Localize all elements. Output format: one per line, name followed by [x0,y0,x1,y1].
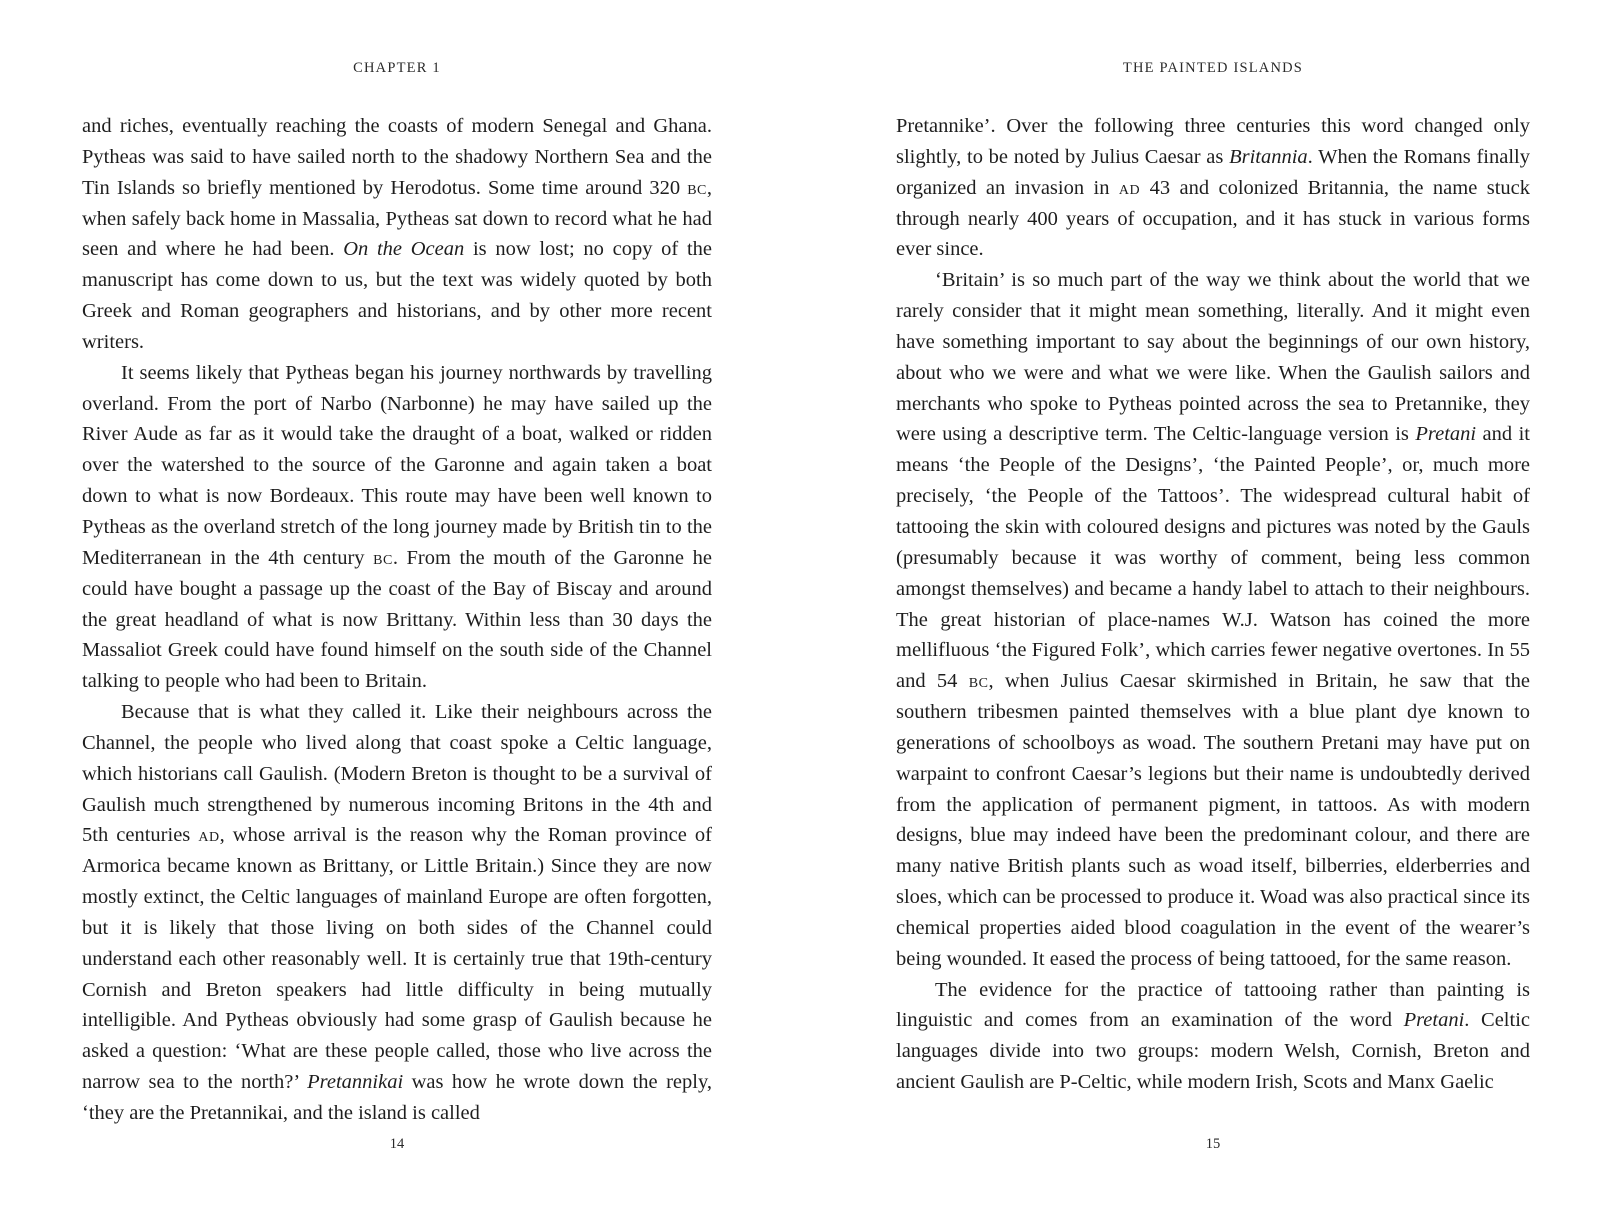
paragraph [82,111,712,358]
text-run: , when Julius Caesar skirmished in Britain, he saw that the southern tribesmen painted themselves with a blue plant dye known to generations of schoolboys as woad. The southern Pretani may have put on warpaint to confront Caesar’s legions but their name is undoubtedly derived from the application of permanent pigment, in tattoos. As with modern designs, blue may indeed have been the predominant colour, and there are many native British plants such as woad itself, bilberries, elderberries and sloes, which can be processed to produce it. Woad was also practical since its chemical properties aided blood coagulation in the event of the wearer’s being wounded. It eased the process of being tattooed, for the same reason. [896,670,1530,970]
paragraph [896,975,1530,1098]
text-run: It seems likely that Pytheas began his journey northwards by travelling overland. From the port of Narbo (Narbonne) he may have sailed up the River Aude as far as it would take the draught of a boat, walked or ridden over the watershed to the source of the Garonne and again taken a boat down to what is now Bordeaux. This route may have been well known to Pytheas as the overland stretch of the long journey made by British tin to the Mediterranean in the 4th century [82,361,712,569]
page-number-left: 14 [389,1136,405,1152]
book-title: On the Ocean [343,238,465,261]
paragraph [896,111,1530,265]
italic-term: Pretani [1415,423,1477,446]
text-run: Because that is what they called it. Like their neighbours across the Channel, the people who lived along that coast spoke a Celtic language, which historians call Gaulish. (Modern Breton is thought to be a survival of Gaulish much strengthened by numerous incoming Britons in the 4th and 5th centuries [82,701,712,847]
paragraph [82,358,712,697]
era-abbrev: ad [198,824,220,847]
paragraph [82,697,712,1129]
text-run: Pretannike’. Over the following three centuries this word changed only slightly, to be noted by Julius Caesar as [896,115,1530,168]
italic-term: Pretannikai [307,1071,404,1094]
running-head-right: THE PAINTED ISLANDS [1122,60,1304,76]
text-run: was how he wrote down the reply, ‘they are the Pretannikai, and the island is called [82,1071,712,1124]
era-abbrev: bc [687,176,707,199]
paragraph [896,265,1530,974]
era-abbrev: bc [373,546,393,569]
left-page [82,0,712,1228]
text-run: ‘Britain’ is so much part of the way we think about the world that we rarely consider that it might mean something, literally. And it might even have something important to say about the beginnings of our own history, about who we were and what we were like. When the Gaulish sailors and merchants who spoke to Pytheas pointed across the sea to Pretannike, they were using a descriptive term. The Celtic-language version is [896,269,1530,446]
text-run: is now lost; no copy of the manuscript has come down to us, but the text was widely quoted by both Greek and Roman geographers and historians, and by other more recent writers. [82,238,713,353]
left-page-body [82,111,712,1129]
text-run: , whose arrival is the reason why the Roman province of Armorica became known as Brittany, or Little Britain.) Since they are now mostly extinct, the Celtic languages of mainland Europe are often forgotten, but it is likely that those living on both sides of the Channel could understand each other reasonably well. It is certainly true that 19th-century Cornish and Breton speakers had little difficulty in being mutually intelligible. And Pytheas obviously had some grasp of Gaulish because he asked a question: ‘What are these people called, those who live across the narrow sea to the north?’ [82,824,712,1094]
page-number-right: 15 [1205,1136,1221,1152]
italic-term: Pretani [1403,1009,1465,1032]
text-run: and it means ‘the People of the Designs’, ‘the Painted People’, or, much more precisely, ‘the People of the Tattoos’. The widespread cultural habit of tattooing the skin with coloured designs and pictures was noted by the Gauls (presumably because it was worthy of comment, being less common amongst themselves) and became a handy label to attach to their neighbours. The great historian of place-names W.J. Watson has coined the more mellifluous ‘the Figured Folk’, which carries fewer negative overtones. In 55 and 54 [896,423,1530,693]
text-run: and riches, eventually reaching the coasts of modern Senegal and Ghana. Pytheas was said to have sailed north to the shadowy Northern Sea and the Tin Islands so briefly mentioned by Herodotus. Some time around 320 [82,115,712,199]
era-abbrev: bc [968,670,989,693]
right-page [896,0,1530,1228]
text-run: The evidence for the practice of tattooing rather than painting is linguistic and comes from an examination of the word [896,978,1530,1032]
right-page-body [896,111,1530,1098]
text-run: . Celtic languages divide into two groups: modern Welsh, Cornish, Breton and ancient Gaulish are P-Celtic, while modern Irish, Scots and Manx Gaelic [896,1009,1530,1094]
running-head-left: CHAPTER 1 [353,60,441,76]
text-run: . When the Romans finally organized an invasion in [896,145,1530,199]
text-run: . From the mouth of the Garonne he could have bought a passage up the coast of the Bay of Biscay and around the great headland of what is now Brittany. Within less than 30 days the Massaliot Greek could have found himself on the south side of the Channel talking to people who had been to Britain. [82,546,712,693]
italic-term: Britannia [1229,145,1308,168]
text-run: 43 and colonized Britannia, the name stuck through nearly 400 years of occupation, and it has stuck in various forms ever since. [896,176,1530,261]
era-abbrev: ad [1118,176,1141,199]
text-run: , when safely back home in Massalia, Pytheas sat down to record what he had seen and where he had been. [82,176,712,261]
